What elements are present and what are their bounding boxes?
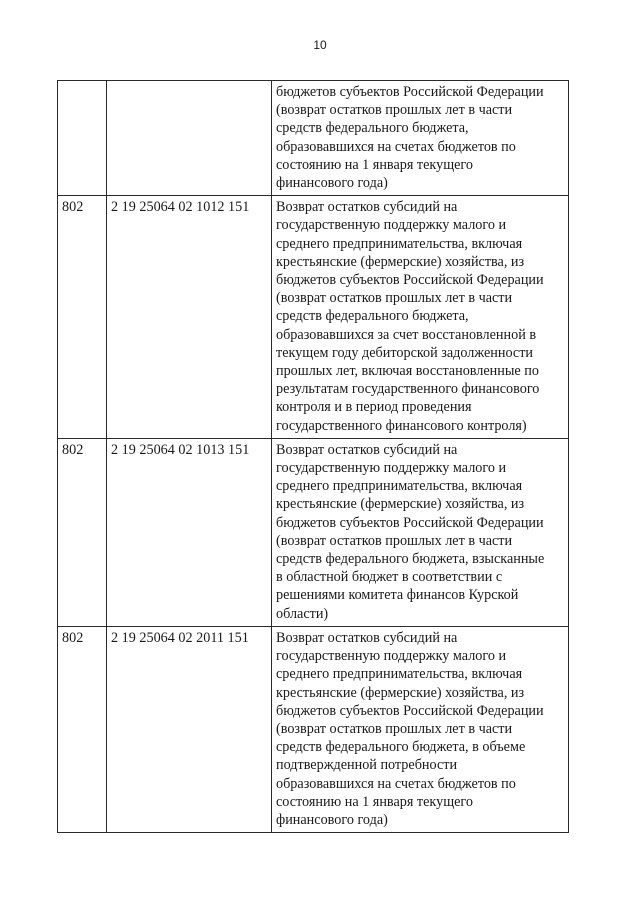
description-line: решениями комитета финансов Курской (276, 587, 519, 604)
description-line: состоянию на 1 января текущего (276, 156, 473, 173)
description-line: крестьянские (фермерские) хозяйства, из (276, 253, 525, 270)
description-line: средств федерального бюджета, (276, 308, 469, 325)
table-row (58, 626, 569, 832)
description-line: Возврат остатков субсидий на (276, 441, 458, 458)
description-line: Возврат остатков субсидий на (276, 199, 458, 216)
classification-table (57, 80, 569, 833)
description-line: среднего предпринимательства, включая (276, 666, 523, 683)
description-line: прошлых лет, включая восстановленные по (276, 363, 539, 380)
admin-code-cell: 802 (58, 626, 107, 832)
description-line: результатам государственного финансового (276, 381, 540, 398)
admin-code-cell (58, 81, 107, 196)
description-line: образовавшихся на счетах бюджетов по (276, 138, 516, 155)
description-cell (272, 81, 569, 196)
description-line: бюджетов субъектов Российской Федерации (276, 272, 544, 289)
description-line: среднего предпринимательства, включая (276, 235, 523, 252)
description-line: государственную поддержку малого и (276, 648, 507, 665)
description-line: (возврат остатков прошлых лет в части (276, 290, 513, 307)
description-line: подтвержденной потребности (276, 757, 458, 774)
description-line: (возврат остатков прошлых лет в части (276, 532, 513, 549)
description-line: бюджетов субъектов Российской Федерации (276, 514, 544, 531)
description-line: текущем году дебиторской задолженности (276, 344, 534, 361)
description-line: Возврат остатков субсидий на (276, 629, 458, 646)
description-line: финансового года) (276, 175, 388, 192)
table-row (58, 196, 569, 439)
description-line: (возврат остатков прошлых лет в части (276, 720, 513, 737)
budget-code-cell (107, 81, 272, 196)
description-cell (272, 196, 569, 439)
description-line: контроля и в период проведения (276, 399, 472, 416)
description-line: области) (276, 605, 329, 622)
description-line: средств федерального бюджета, в объеме (276, 739, 526, 756)
description-line: бюджетов субъектов Российской Федерации (276, 702, 544, 719)
description-line: бюджетов субъектов Российской Федерации (276, 84, 544, 100)
description-line: государственную поддержку малого и (276, 217, 507, 234)
page-number: 10 (313, 38, 327, 52)
table-row (58, 81, 569, 196)
budget-code-cell: 2 19 25064 02 1013 151 (107, 438, 272, 626)
description-line: в областной бюджет в соответствии с (276, 569, 503, 586)
description-line: крестьянские (фермерские) хозяйства, из (276, 684, 525, 701)
description-line: состоянию на 1 января текущего (276, 793, 473, 810)
description-cell (272, 438, 569, 626)
description-cell (272, 626, 569, 832)
description-line: средств федерального бюджета, взысканные (276, 551, 545, 568)
description-line: финансового года) (276, 811, 388, 828)
description-line: образовавшихся на счетах бюджетов по (276, 775, 516, 792)
description-line: (возврат остатков прошлых лет в части (276, 102, 513, 119)
budget-code-cell: 2 19 25064 02 1012 151 (107, 196, 272, 439)
description-line: средств федерального бюджета, (276, 120, 469, 137)
admin-code-cell: 802 (58, 196, 107, 439)
description-line: государственную поддержку малого и (276, 460, 507, 477)
table-row (58, 438, 569, 626)
description-line: образовавшихся за счет восстановленной в (276, 326, 537, 343)
admin-code-cell: 802 (58, 438, 107, 626)
description-line: крестьянские (фермерские) хозяйства, из (276, 496, 525, 513)
description-line: среднего предпринимательства, включая (276, 478, 523, 495)
budget-code-cell: 2 19 25064 02 2011 151 (107, 626, 272, 832)
description-line: государственного финансового контроля) (276, 417, 527, 434)
